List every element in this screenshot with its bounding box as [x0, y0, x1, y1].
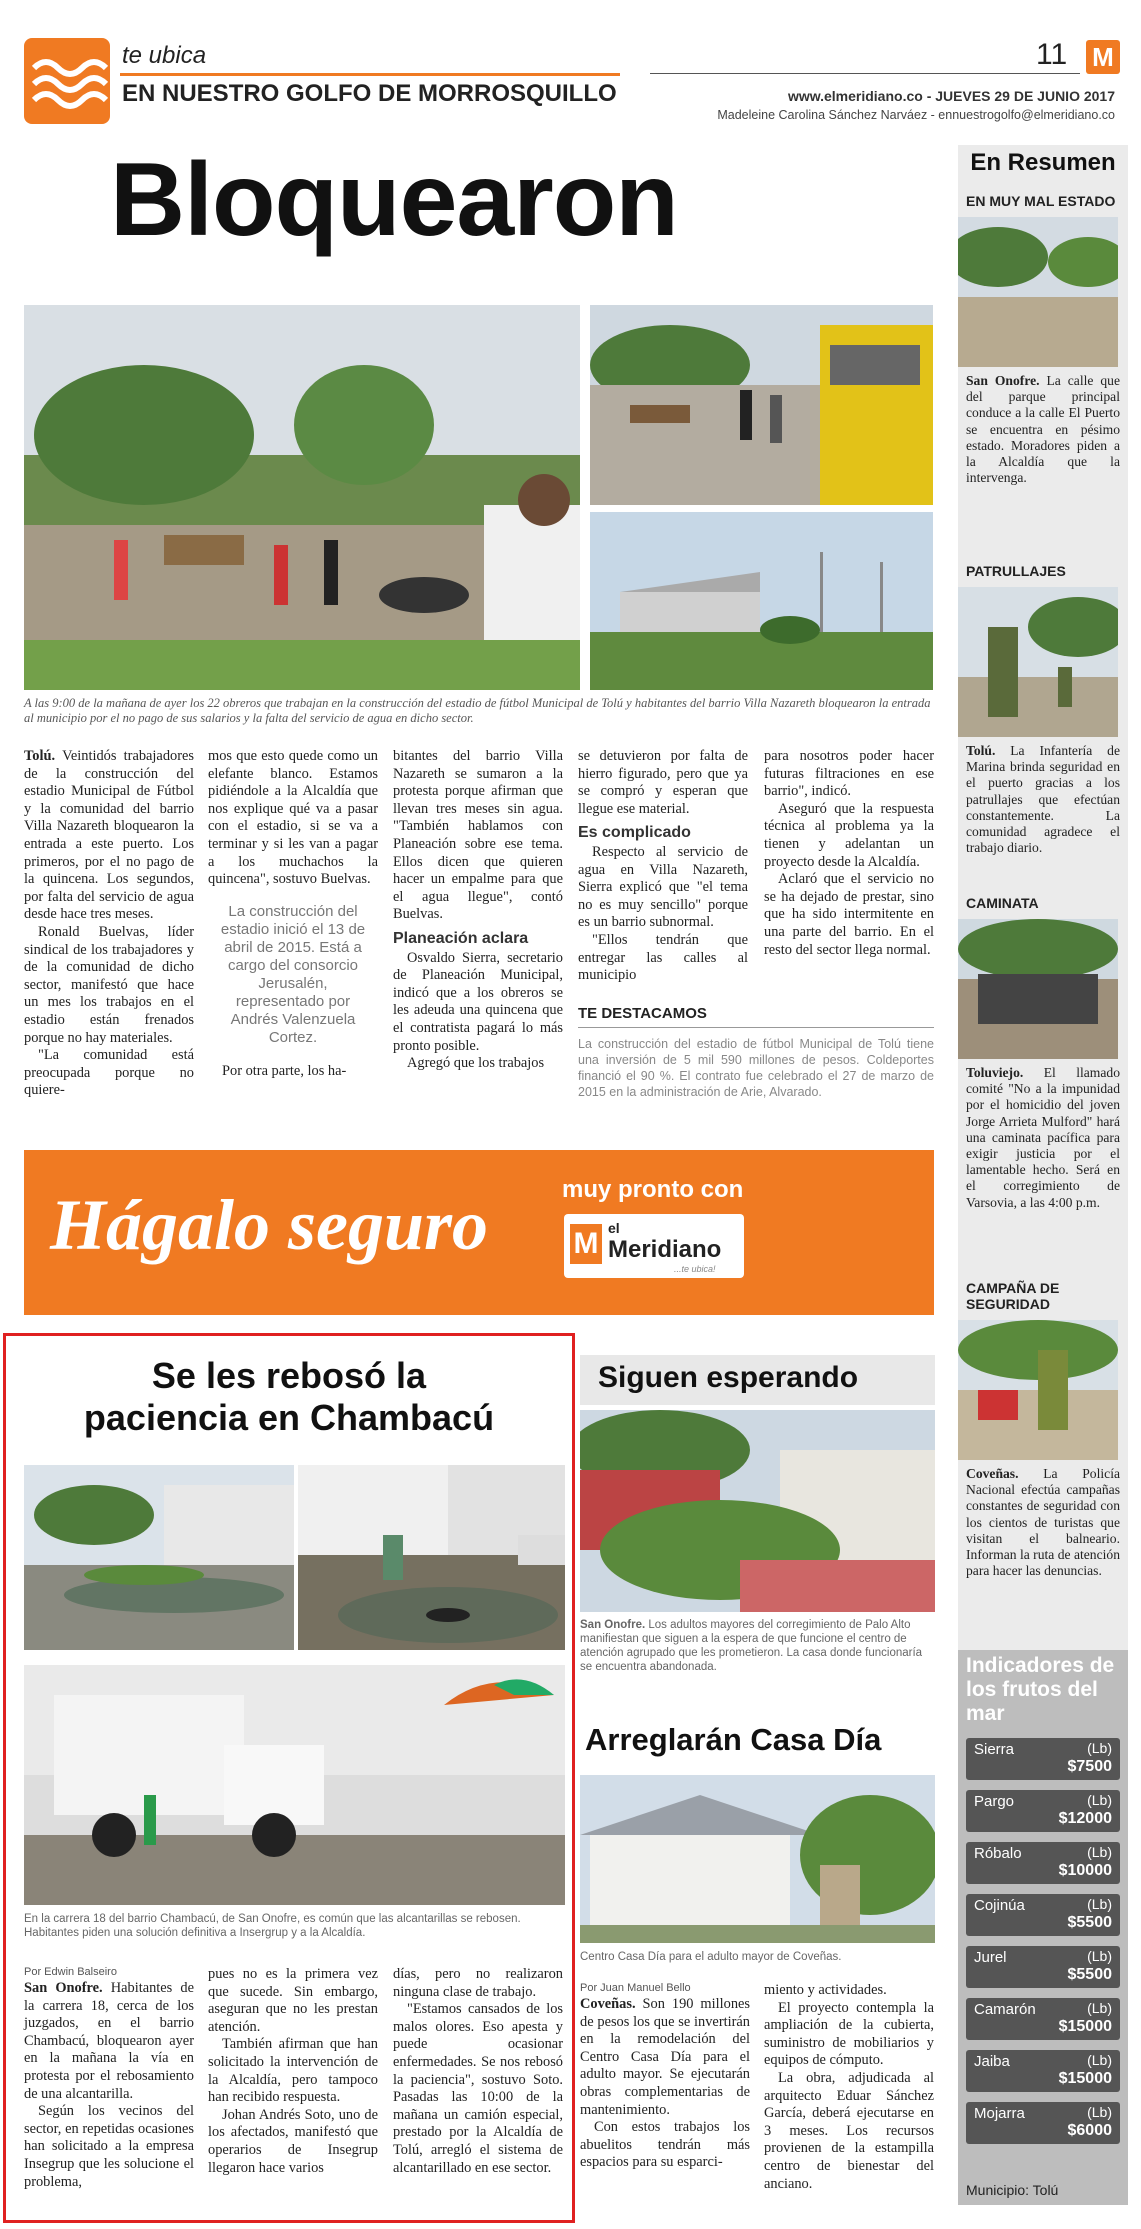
highlight-rule: [578, 1027, 934, 1028]
ad-logo-name: Meridiano: [608, 1236, 722, 1263]
indicator-price: $15000: [1058, 2018, 1112, 2035]
indicator-price: $6000: [1067, 2122, 1112, 2139]
chambacu-headline: [14, 1355, 564, 1439]
indicator-name: Róbalo: [974, 1845, 1022, 1862]
photo-bad-road: [958, 217, 1118, 367]
paragraph: se detuvieron por falta de hierro figurado, pero que ya se compró y esperan que llegue ese material.: [578, 748, 748, 817]
indicator-name: Camarón: [974, 2001, 1036, 2018]
wave-icon: [24, 38, 110, 124]
casa-byline: Por Juan Manuel Bello: [580, 1982, 691, 1994]
dateline-lead: Coveñas.: [966, 1466, 1019, 1481]
indicator-name: Jaiba: [974, 2053, 1010, 2070]
paragraph: La obra, adjudicada al arquitecto Eduar Sánchez García, deberá ejecutarse en 3 meses. Los recursos provienen de la estampilla centro de bienestar del anciano.: [764, 2069, 934, 2192]
sidebar-item-heading: CAMPAÑA DE SEGURIDAD: [966, 1280, 1060, 1312]
brand-letter: M: [1092, 42, 1114, 72]
indicator-unit: (Lb): [1087, 1792, 1112, 1808]
paragraph: para nosotros poder hacer futuras filtraciones en ese barrio", indicó.: [764, 748, 934, 800]
photo-police: [958, 1320, 1118, 1460]
main-col-1: [24, 748, 194, 1100]
sidebar-item-heading: EN MUY MAL ESTADO: [966, 193, 1116, 209]
paragraph: días, pero no realizaron ninguna clase de trabajo.: [393, 1966, 563, 2000]
pull-quote: La construcción del estadio inició el 13 de abril de 2015. Está a cargo del consorcio Jerusalén, representado por Andrés Valenzuela Cortez.: [220, 902, 366, 1046]
photo-sewer-worker: [298, 1465, 565, 1650]
indicator-row: [966, 1842, 1120, 1884]
indicator-row: [966, 1738, 1120, 1780]
chambacu-col-3: [393, 1966, 563, 2177]
section-kicker: te ubica: [122, 42, 207, 69]
sidebar-item: [958, 193, 1128, 486]
highlight-title: TE DESTACAMOS: [578, 1005, 707, 1022]
casa-headline: Arreglarán Casa Día: [585, 1722, 882, 1757]
indicator-price: $12000: [1058, 1810, 1112, 1827]
indicator-name: Jurel: [974, 1949, 1007, 1966]
main-col-4: [578, 748, 748, 985]
indicator-unit: (Lb): [1087, 2104, 1112, 2120]
indicator-unit: (Lb): [1087, 1896, 1112, 1912]
paragraph: Con estos trabajos los abuelitos tendrán más espacios para su esparci-: [580, 2119, 750, 2171]
dateline-lead: San Onofre.: [966, 373, 1040, 388]
sidebar-item-text: El llamado comité "No a la impunidad por el homicidio del joven Jorge Arrieta Mulford" hará una caminata pacífica para exigir justicia por el lamentable hecho. Será en el corregimiento de Varsovia, a las 4:00 p.m.: [966, 1065, 1120, 1210]
casa-col-1: [580, 1996, 750, 2172]
chambacu-col-2: [208, 1966, 378, 2177]
indicator-name: Cojinúa: [974, 1897, 1025, 1914]
dateline: www.elmeridiano.co - JUEVES 29 DE JUNIO 2017: [787, 88, 1115, 104]
indicator-unit: (Lb): [1087, 1844, 1112, 1860]
ad-pre: muy pronto con: [562, 1176, 744, 1203]
sidebar-item-text: La calle que del parque principal conduce a la calle El Puerto se encuentra en pésimo estado. Moradores piden a la Alcaldía que la intervenga.: [966, 373, 1120, 486]
indicator-row: [966, 2102, 1120, 2144]
paragraph: Agregó que los trabajos: [407, 1055, 545, 1072]
photo-patrol: [958, 587, 1118, 737]
ad-logo-tag: ...te ubica!: [674, 1264, 716, 1274]
photo-road-block: [590, 305, 933, 505]
indicator-unit: (Lb): [1087, 2000, 1112, 2016]
paragraph: bitantes del barrio Villa Nazareth se sumaron a la protesta porque afirman que llevan tres meses sin agua. "También hablamos con Planeación sobre ese tema. Ellos dicen que quieren hacer un empalme para que el agua llegue", contó Buelvas.: [393, 748, 563, 923]
subheading: Planeación aclara: [393, 929, 529, 947]
sidebar-item-text: La Policía Nacional efectúa campañas constantes de seguridad con los cientos de turistas que visitan el balneario. Informan la ruta de atención para hacer las denuncias.: [966, 1466, 1120, 1579]
ad-logo: [564, 1214, 744, 1278]
chambacu-byline: Por Edwin Balseiro: [24, 1966, 117, 1978]
photo-casa-dia: [580, 1775, 935, 1943]
indicators-footer: Municipio: Tolú: [966, 2182, 1059, 2198]
dateline-lead: Coveñas.: [580, 1996, 636, 2012]
main-col-5: [764, 748, 934, 959]
indicator-row: [966, 1998, 1120, 2040]
siguen-headline: Siguen esperando: [598, 1361, 859, 1394]
dateline-lead: San Onofre.: [24, 1980, 103, 1996]
sidebar-en-resumen: [958, 145, 1128, 1785]
subheading: Es complicado: [578, 824, 691, 842]
paragraph: Según los vecinos del sector, en repetidas ocasiones han solicitado a la empresa Insegrup que les solucione el problema,: [24, 2103, 194, 2190]
indicator-unit: (Lb): [1087, 1740, 1112, 1756]
sidebar-item-heading: PATRULLAJES: [966, 563, 1066, 579]
dateline-lead: Tolú.: [24, 748, 56, 764]
paragraph: Respecto al servicio de agua en Villa Nazareth, Sierra explicó que "el tema no es muy sencillo" porque es un barrio subnormal.: [578, 843, 748, 931]
section-title: EN NUESTRO GOLFO DE MORROSQUILLO: [122, 80, 617, 107]
dateline-lead: Toluviejo.: [966, 1065, 1024, 1080]
headline-line: paciencia en Chambacú: [83, 1397, 495, 1438]
ad-logo-m: M: [570, 1224, 602, 1264]
paragraph: Aclaró que el servicio no se ha dejado de prestar, sino que ha sido intermitente en una parte del barrio. En el resto del sector llega normal.: [764, 871, 934, 958]
page-number: 11: [1036, 38, 1068, 71]
chambacu-caption: En la carrera 18 del barrio Chambacú, de San Onofre, es común que las alcantarillas se rebosen. Habitantes piden una solución definitiva a Insergrup y a la Alcaldía.: [24, 1913, 521, 1939]
paragraph: "Estamos cansados de los malos olores. Eso apesta y puede ocasionar enfermedades. Se nos rebosó la paciencia", sostuvo Soto. Pasadas las 10:00 de la mañana un camión especial, prestado por la Alcaldía de Tolú, arregló el sistema de alcantarillado en ese sector.: [393, 2001, 563, 2176]
indicator-row: [966, 1946, 1120, 1988]
header-rule: [650, 73, 1080, 74]
dateline-lead: San Onofre.: [580, 1619, 646, 1631]
paragraph: Ronald Buelvas, líder sindical de los trabajadores y de la comunidad de dicho sector, manifestó que hace un mes los trabajos en el estadio están frenados porque no hay materiales.: [24, 923, 194, 1046]
sidebar-item: [958, 1280, 1128, 1579]
photo-stadium: [590, 512, 933, 690]
paragraph: "La comunidad está preocupada porque no quiere-: [24, 1047, 194, 1099]
paragraph: miento y actividades.: [764, 1982, 887, 1998]
ad-slogan: Hágalo seguro: [50, 1185, 489, 1265]
sidebar-item: [958, 563, 1128, 856]
paragraph: Son 190 millones de pesos los que se invertirán en la remodelación del Centro Casa Día para el adulto mayor. Se ejecutarán obras complementarias de mantenimiento.: [580, 1996, 750, 2118]
sidebar-title: En Resumen: [970, 149, 1116, 176]
indicator-unit: (Lb): [1087, 1948, 1112, 1964]
paragraph: También afirman que han solicitado la intervención de la Alcaldía, pero tampoco han recibido respuesta.: [208, 2036, 378, 2106]
chambacu-col-1: [24, 1980, 194, 2191]
indicator-name: Mojarra: [974, 2105, 1025, 2122]
indicator-price: $7500: [1067, 1758, 1112, 1775]
paragraph: mos que esto quede como un elefante blanco. Estamos pidiéndole a la Alcaldía que nos explique qué va a pasar con el estadio, si se va a terminar y si les van a pagar a los muchachos la quincena", sostuvo Buelvas.: [208, 748, 378, 888]
indicator-price: $15000: [1058, 2070, 1112, 2087]
indicator-price: $10000: [1058, 1862, 1112, 1879]
author-line: Madeleine Carolina Sánchez Narváez - ennuestrogolfo@elmeridiano.co: [717, 108, 1115, 122]
indicator-row: [966, 1894, 1120, 1936]
sidebar-item-text: La Infantería de Marina brinda seguridad en el puerto gracias a los patrullajes que efectúan constantemente. La comunidad agradece el trabajo diario.: [966, 743, 1120, 856]
ad-logo-el: el: [608, 1220, 620, 1236]
casa-caption: Centro Casa Día para el adulto mayor de Coveñas.: [580, 1951, 842, 1963]
paragraph: "Ellos tendrán que entregar las calles al municipio: [578, 931, 748, 984]
indicator-name: Pargo: [974, 1793, 1015, 1810]
dateline-lead: Tolú.: [966, 743, 996, 758]
siguen-headline-box: [580, 1355, 935, 1405]
section-rule: [120, 73, 620, 76]
paragraph: pues no es la primera vez que sucede. Sin embargo, aseguran que no les prestan atención.: [208, 1966, 378, 2035]
main-col-2: [208, 748, 378, 1080]
indicator-price: $5500: [1067, 1914, 1112, 1931]
photo-walk: [958, 919, 1118, 1059]
photo-flooded-street: [24, 1465, 294, 1650]
indicator-name: Sierra: [974, 1741, 1015, 1758]
paragraph: Aseguró que la respuesta técnica al problema ya la tienen y adelantan un proyecto desde la Alcaldía.: [764, 800, 934, 870]
indicator-unit: (Lb): [1087, 2052, 1112, 2068]
paragraph: Por otra parte, los ha-: [222, 1062, 347, 1079]
sidebar-item: [958, 895, 1128, 1211]
paragraph: Johan Andrés Soto, uno de los afectados, manifestó que operarios de Insegrup llegaron hace varios: [208, 2106, 378, 2176]
paragraph: El proyecto contempla la ampliación de la cubierta, suministro de mobiliarios y equipos de cómputo.: [764, 1999, 934, 2069]
indicator-price: $5500: [1067, 1966, 1112, 1983]
paragraph: Osvaldo Sierra, secretario de Planeación Municipal, indicó que a los obreros se les adeuda una quincena que el contratista pagará lo más pronto posible.: [393, 949, 563, 1054]
siguen-caption: [580, 1618, 935, 1674]
indicator-row: [966, 2050, 1120, 2092]
main-photo-caption: A las 9:00 de la mañana de ayer los 22 obreros que trabajan en la construcción del estadio de fútbol Municipal de Tolú y habitantes del barrio Villa Nazareth bloquearon la entrada al municipio por el no pago de sus salarios y la falta del servicio de agua en dicho sector.: [24, 696, 931, 725]
ad-banner[interactable]: [24, 1150, 934, 1315]
highlight-text: La construcción del estadio de fútbol Municipal de Tolú tiene una inversión de 5 mil 590 millones de pesos. Coldeportes financió el 90 %. El contrato fue celebrado el 27 de marzo de 2015 en la administración de Arie, Alvarado.: [578, 1037, 934, 1099]
main-headline: Bloquearon: [110, 142, 678, 258]
paragraph: Habitantes de la carrera 18, cerca de los juzgados, en el barrio Chambacú, bloquearon ayer en la mañana la vía en protesta por el rebosamiento de una alcantarilla.: [24, 1980, 194, 2102]
photo-vacuum-truck: [24, 1665, 565, 1905]
photo-abandoned-house: [580, 1410, 935, 1612]
casa-col-2: [764, 1982, 934, 2193]
headline-line: Se les rebosó la: [151, 1355, 427, 1396]
main-photo-protest: [24, 305, 580, 690]
caption-text: Los adultos mayores del corregimiento de Palo Alto manifiestan que siguen a la espera de que funcione el centro de atención agrupado que les prometieron. La casa donde funcionaría se encuentra abandonada.: [580, 1619, 923, 1673]
indicators-title: Indicadores de los frutos del mar: [966, 1654, 1115, 1725]
sidebar-item-heading: CAMINATA: [966, 895, 1039, 911]
indicator-row: [966, 1790, 1120, 1832]
paragraph: Veintidós trabajadores de la construcción del estadio Municipal de Fútbol y la comunidad del barrio Villa Nazareth bloquearon la entrada a este puerto. Los primeros, por el no pago de la quincena. Los segundos, por falta del servicio de agua desde hace tres meses.: [24, 748, 194, 923]
indicators-panel: [958, 1650, 1128, 2205]
brand-logo: [1086, 40, 1120, 74]
main-col-3: [393, 748, 563, 1073]
